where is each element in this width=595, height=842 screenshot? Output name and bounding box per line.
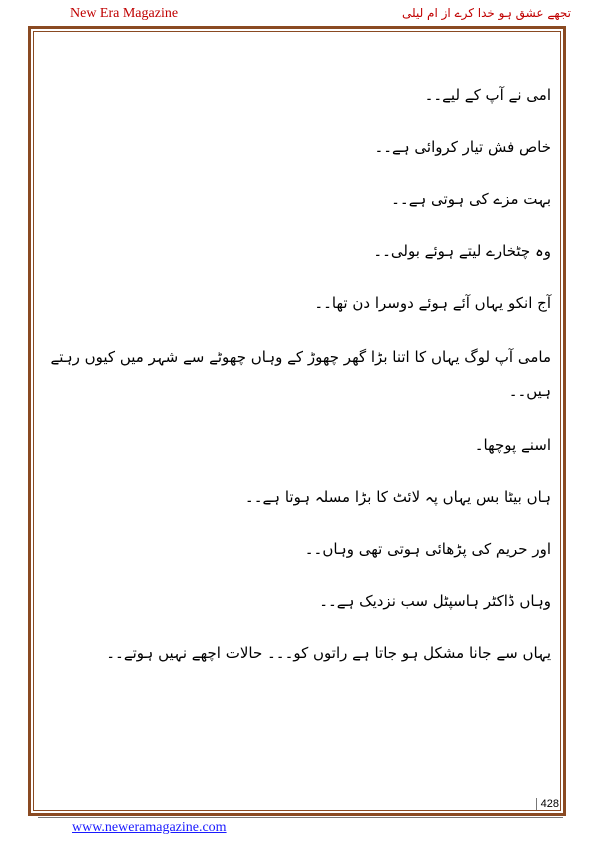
paragraph: یہاں سے جانا مشکل ہو جاتا ہے راتوں کو۔۔۔ حالات اچھے نہیں ہوتے۔۔	[106, 644, 551, 662]
paragraph: اسنے پوچھا۔	[474, 436, 551, 454]
paragraph: آج انکو یہاں آئے ہوئے دوسرا دن تھا۔۔	[314, 294, 551, 312]
paragraph: وہ چٹخارے لیتے ہوئے بولی۔۔	[373, 242, 551, 260]
story-text	[44, 80, 551, 668]
novel-title: تجھے عشق ہو خدا کرے از ام لیلی	[401, 6, 571, 20]
paragraph: امی نے آپ کے لیے۔۔	[424, 86, 551, 104]
footer-divider	[38, 817, 563, 818]
page-number: 428	[536, 798, 559, 810]
paragraph: مامی آپ لوگ یہاں کا اتنا بڑا گھر چھوڑ کے وہاں چھوٹے سے شہر میں کیوں رہتے ہیں۔۔	[50, 348, 551, 400]
paragraph: وہاں ڈاکٹر ہاسپٹل سب نزدیک ہے۔۔	[319, 592, 551, 610]
website-link[interactable]: www.neweramagazine.com	[72, 820, 227, 835]
magazine-name: New Era Magazine	[70, 6, 179, 21]
paragraph: بہت مزے کی ہوتی ہے۔۔	[391, 190, 551, 208]
paragraph: ہاں بیٹا بس یہاں پہ لائٹ کا بڑا مسلہ ہوتا ہے۔۔	[244, 488, 551, 506]
paragraph: خاص فش تیار کروائی ہے۔۔	[374, 138, 551, 156]
paragraph: اور حریم کی پڑھائی ہوتی تھی وہاں۔۔	[304, 540, 551, 558]
